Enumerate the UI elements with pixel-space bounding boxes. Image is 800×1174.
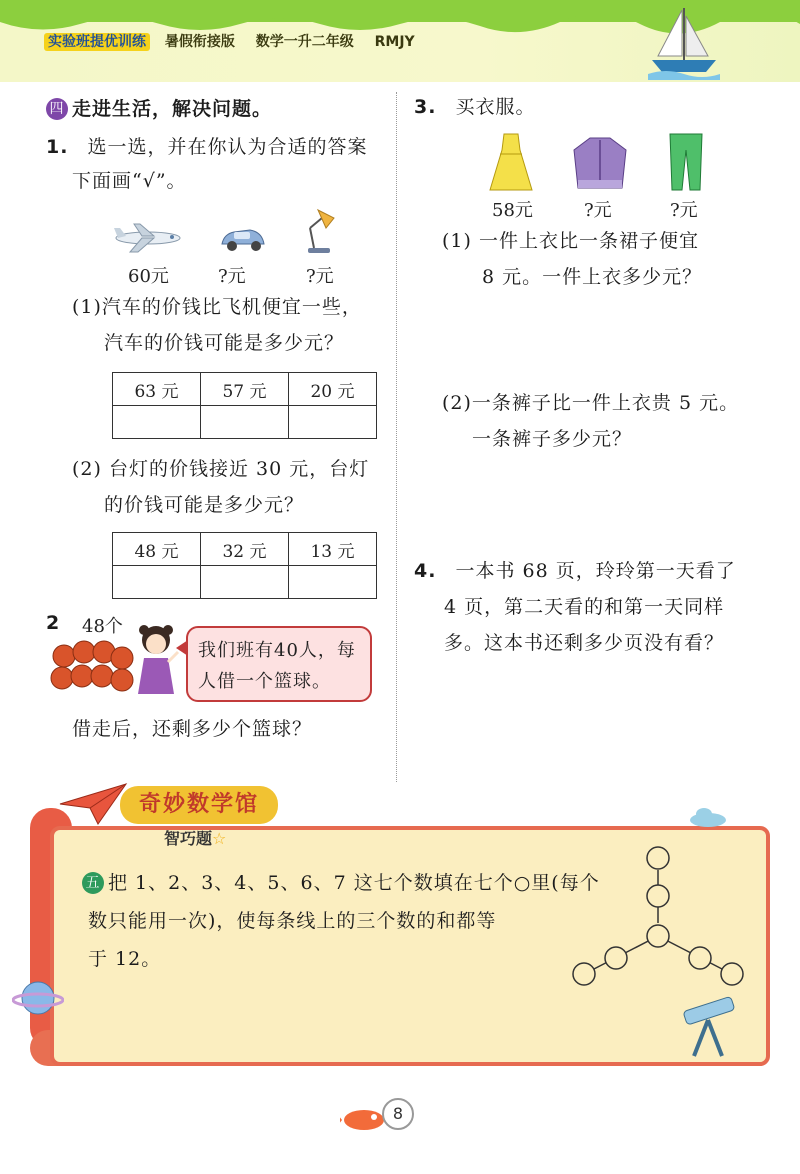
q2-speech-bubble — [186, 626, 372, 702]
q3-sub2-line1: (2)一条裤子比一件上衣贵 5 元。 — [442, 392, 740, 414]
cloud-icon — [688, 806, 728, 828]
q2-bubble-text: 我们班有40人，每人借一个篮球。 — [198, 640, 356, 692]
q3-sub1-line1: (1) 一件上衣比一条裙子便宜 — [442, 230, 699, 252]
bonus-line1 — [82, 872, 600, 894]
sailboat-icon — [648, 4, 720, 80]
diagram-circle — [647, 847, 669, 869]
q1-line2: 下面画“√”。 — [72, 170, 187, 192]
q1-answer-table-2 — [112, 532, 377, 599]
table2-option-1: 48 元 — [113, 533, 201, 566]
section-4-badge: 四 — [46, 98, 68, 120]
q1-price-lamp: ?元 — [306, 266, 334, 287]
header-brand: 实验班提优训练 — [44, 33, 150, 51]
bonus-banner: 奇妙数学馆 — [120, 786, 278, 824]
star-icon: ☆ — [212, 829, 227, 848]
header-series: 暑假衔接版 — [164, 34, 235, 50]
girl-character-icon — [134, 622, 180, 698]
bonus-badge: 五 — [82, 872, 104, 894]
q3-sub2-line2: 一条裤子多少元？ — [472, 428, 633, 450]
q4-line1 — [414, 562, 736, 581]
q3-number: 3. — [414, 96, 437, 118]
q2-count: 48个 — [82, 616, 123, 637]
bonus-subtitle — [164, 826, 226, 849]
bonus-line1-text: 把 1、2、3、4、5、6、7 这七个数填在七个○里(每个 — [108, 872, 600, 894]
diagram-circle — [573, 963, 595, 985]
toy-car-icon — [218, 222, 268, 254]
diagram-circle — [605, 947, 627, 969]
q1-number: 1. — [46, 136, 69, 158]
table1-check-3[interactable] — [289, 406, 377, 439]
q3-price-jacket: ?元 — [584, 200, 612, 221]
bonus-line3: 于 12。 — [88, 948, 162, 970]
table1-option-1: 63 元 — [113, 373, 201, 406]
planet-icon — [12, 972, 64, 1024]
q1-sub2-line2: 的价钱可能是多少元？ — [104, 494, 305, 516]
header-subject: 数学一升二年级 — [255, 34, 354, 50]
q1-sub2-line1: (2) 台灯的价钱接近 30 元，台灯 — [72, 458, 370, 480]
bonus-line2: 数只能用一次)，使每条线上的三个数的和都等 — [88, 910, 497, 932]
q3-sub1-line2: 8 元。一件上衣多少元？ — [482, 266, 703, 288]
header-title — [44, 31, 415, 51]
table1-option-2: 57 元 — [201, 373, 289, 406]
q3-title — [414, 98, 536, 117]
circle-diagram — [566, 840, 750, 990]
table1-option-3: 20 元 — [289, 373, 377, 406]
q3-price-dress: 58元 — [492, 200, 533, 221]
column-divider — [396, 92, 397, 782]
basketballs-icon — [50, 636, 134, 698]
table2-check-3[interactable] — [289, 566, 377, 599]
q2-number: 2 — [46, 612, 61, 634]
fish-submarine-icon — [340, 1104, 388, 1134]
diagram-circle — [647, 925, 669, 947]
pants-icon — [668, 132, 704, 192]
q1-sub1-line1: (1)汽车的价钱比飞机便宜一些， — [72, 296, 362, 318]
table2-option-2: 32 元 — [201, 533, 289, 566]
jacket-icon — [572, 136, 628, 190]
paper-plane-icon — [58, 780, 128, 828]
q1-price-airplane: 60元 — [128, 266, 169, 287]
desk-lamp-icon — [300, 208, 336, 254]
q4-line3: 多。这本书还剩多少页没有看？ — [444, 632, 725, 654]
page-number: 8 — [382, 1098, 414, 1130]
table2-check-2[interactable] — [201, 566, 289, 599]
header-edition: RMJY — [374, 34, 415, 50]
table1-check-1[interactable] — [113, 406, 201, 439]
table2-option-3: 13 元 — [289, 533, 377, 566]
q1-line1 — [46, 138, 368, 157]
diagram-circle — [647, 885, 669, 907]
page-header — [0, 0, 800, 82]
telescope-icon — [678, 994, 748, 1058]
dress-icon — [488, 132, 534, 192]
bonus-subtitle-text: 智巧题 — [164, 829, 213, 848]
q2-question: 借走后，还剩多少个篮球？ — [72, 718, 313, 740]
q4-line1-text: 一本书 68 页，玲玲第一天看了 — [455, 560, 736, 582]
airplane-icon — [112, 218, 184, 256]
q1-price-car: ?元 — [218, 266, 246, 287]
q3-title-text: 买衣服。 — [455, 96, 536, 118]
q1-line1-text: 选一选，并在你认为合适的答案 — [87, 136, 368, 158]
diagram-circle — [721, 963, 743, 985]
table2-check-1[interactable] — [113, 566, 201, 599]
q1-sub1-line2: 汽车的价钱可能是多少元？ — [104, 332, 345, 354]
section-4-title-text: 走进生活，解决问题。 — [72, 98, 273, 120]
section-4-title — [46, 98, 272, 120]
table1-check-2[interactable] — [201, 406, 289, 439]
q4-line2: 4 页，第二天看的和第一天同样 — [444, 596, 725, 618]
diagram-circle — [689, 947, 711, 969]
q1-answer-table-1 — [112, 372, 377, 439]
q4-number: 4. — [414, 560, 437, 582]
q3-price-pants: ?元 — [670, 200, 698, 221]
